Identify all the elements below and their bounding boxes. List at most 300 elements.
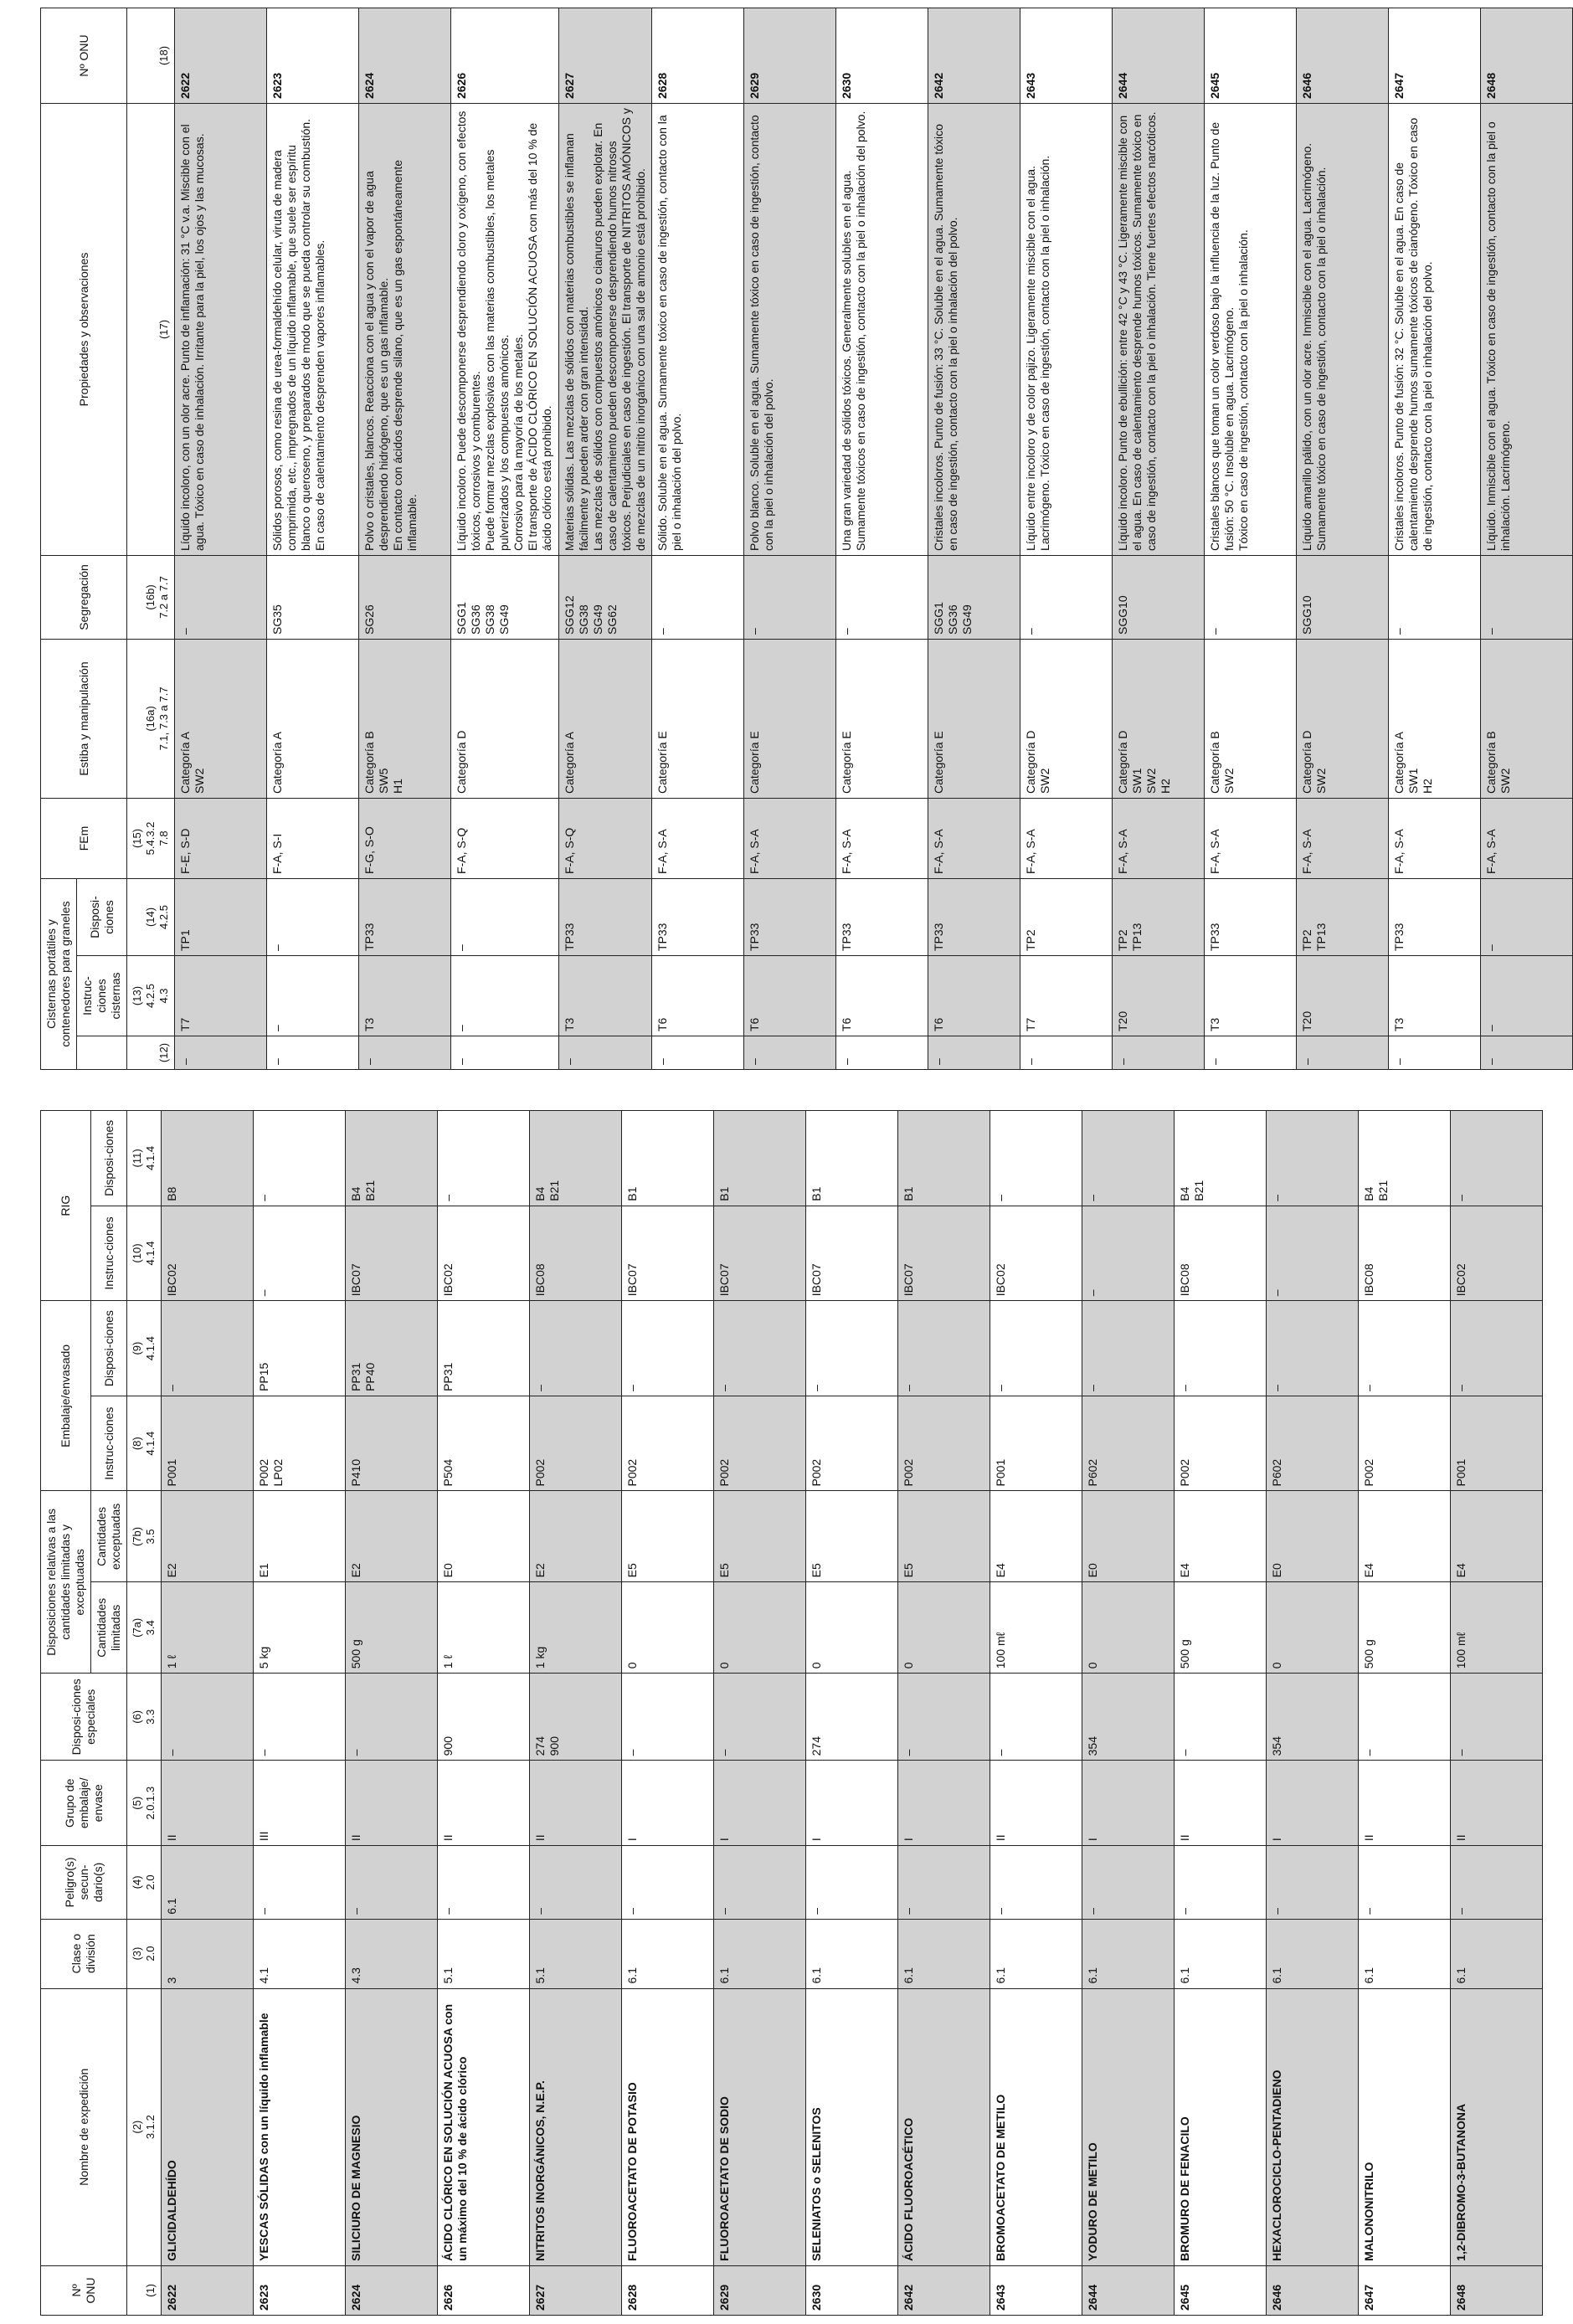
left-body [162, 1111, 1543, 2316]
table-row [530, 1111, 622, 2316]
packing-group: II [1175, 1761, 1267, 1846]
tank-instruction: T20 [1112, 956, 1204, 1036]
table-row [898, 1111, 990, 2316]
un-number: 2646 [1267, 2265, 1359, 2315]
column-number: (7b) 3.5 [127, 1491, 162, 1582]
limited-quantity: 500 g [1359, 1582, 1451, 1674]
ibc-provision: – [438, 1111, 530, 1206]
table-row [928, 8, 1020, 1069]
stowage: Categoría E [835, 639, 928, 798]
stowage: Categoría A [266, 639, 358, 798]
packing-instruction: P002 [622, 1396, 714, 1491]
excepted-quantity: E1 [254, 1491, 346, 1582]
properties: Sólido. Soluble en el agua. Sumamente tóxico en caso de ingestión, contacto con la piel o inhalación del polvo. [651, 103, 743, 555]
col-12: – [928, 1036, 1020, 1070]
ibc-provision: B4 B21 [1359, 1111, 1451, 1206]
col-12: – [1204, 1036, 1296, 1070]
excepted-quantity: E2 [530, 1491, 622, 1582]
shipping-name: BROMOACETATO DE METILO [990, 1988, 1082, 2265]
un-number-right: 2626 [450, 8, 558, 103]
un-number: 2629 [714, 2265, 806, 2315]
class: 6.1 [714, 1919, 806, 1988]
class: 6.1 [1267, 1919, 1359, 1988]
ibc-provision: B1 [806, 1111, 898, 1206]
un-number-right: 2645 [1204, 8, 1296, 103]
packing-instruction: P001 [162, 1396, 254, 1491]
shipping-name: BROMURO DE FENACILO [1175, 1988, 1267, 2265]
table-row [346, 1111, 438, 2316]
subsidiary-risk: – [714, 1846, 806, 1920]
ibc-instruction: IBC02 [438, 1206, 530, 1301]
packing-instruction: P410 [346, 1396, 438, 1491]
column-number: (17) [127, 103, 175, 555]
excepted-quantity: E2 [346, 1491, 438, 1582]
ibc-instruction: – [1267, 1206, 1359, 1301]
segregation: – [174, 555, 266, 639]
un-number: 2622 [162, 2265, 254, 2315]
packing-group: II [990, 1761, 1082, 1846]
column-number: (11) 4.1.4 [127, 1111, 162, 1206]
special-provisions: 900 [438, 1674, 530, 1761]
segregation: SGG1 SG36 SG49 [928, 555, 1020, 639]
packing-provision: – [1267, 1301, 1359, 1396]
packing-group: II [1451, 1761, 1543, 1846]
excepted-quantity: E0 [1267, 1491, 1359, 1582]
col-12: – [651, 1036, 743, 1070]
table-row [714, 1111, 806, 2316]
packing-provision: – [530, 1301, 622, 1396]
packing-instruction: P001 [990, 1396, 1082, 1491]
header-pack-group: Embalaje/envasado [41, 1301, 91, 1491]
col-12: – [450, 1036, 558, 1070]
limited-quantity: 100 mℓ [990, 1582, 1082, 1674]
stowage: Categoría D SW1 SW2 H2 [1112, 639, 1204, 798]
special-provisions: – [622, 1674, 714, 1761]
table-row [835, 8, 928, 1069]
packing-provision: – [806, 1301, 898, 1396]
stowage: Categoría B SW5 H1 [358, 639, 450, 798]
packing-provision: – [1082, 1301, 1175, 1396]
packing-provision: PP31 PP40 [346, 1301, 438, 1396]
header-segregation: Segregación [41, 555, 127, 639]
header-un-right: Nº ONU [41, 8, 127, 103]
packing-provision: – [714, 1301, 806, 1396]
special-provisions: – [346, 1674, 438, 1761]
packing-group: II [530, 1761, 622, 1846]
special-provisions: – [1451, 1674, 1543, 1761]
ibc-provision: B1 [622, 1111, 714, 1206]
special-provisions: 274 [806, 1674, 898, 1761]
un-number: 2626 [438, 2265, 530, 2315]
packing-provision: – [1175, 1301, 1267, 1396]
properties: Cristales incoloros. Punto de fusión: 33 °C. Soluble en el agua. Sumamente tóxico en caso de ingestión, contacto con la piel o inhalación del polvo. [928, 103, 1020, 555]
ibc-instruction: – [1082, 1206, 1175, 1301]
properties: Líquido entre incoloro y de color pajizo. Ligeramente miscible con el agua. Lacrimógeno. Tóxico en caso de ingestión, contacto con la piel o inhalación. [1020, 103, 1112, 555]
segregation: – [1020, 555, 1112, 639]
limited-quantity: 500 g [346, 1582, 438, 1674]
ems: F-A, S-A [835, 798, 928, 878]
table-row [1175, 1111, 1267, 2316]
table-row [1082, 1111, 1175, 2316]
limited-quantity: 0 [1267, 1582, 1359, 1674]
properties: Líquido. Inmiscible con el agua. Tóxico en caso de ingestión, contacto con la piel o inhalación. Lacrimógeno. [1480, 103, 1572, 555]
properties: Cristales blancos que toman un color verdoso bajo la influencia de la luz. Punto de fusión: 50 °C. Insoluble en agua. Lacrimógeno. Tóxico en caso de ingestión, contacto con la piel o inhalación. [1204, 103, 1296, 555]
tank-provision: TP1 [174, 878, 266, 955]
tank-instruction: – [266, 956, 358, 1036]
packing-provision: – [622, 1301, 714, 1396]
stowage: Categoría B SW2 [1480, 639, 1572, 798]
un-number-right: 2623 [266, 8, 358, 103]
table-row [1451, 1111, 1543, 2316]
header-ibc-prov: Disposi-ciones [91, 1111, 127, 1206]
packing-group: I [622, 1761, 714, 1846]
table-row [358, 8, 450, 1069]
table-row [162, 1111, 254, 2316]
shipping-name: 1,2-DIBROMO-3-BUTANONA [1451, 1988, 1543, 2265]
ibc-instruction: IBC08 [1359, 1206, 1451, 1301]
special-provisions: – [254, 1674, 346, 1761]
tank-provision: TP2 TP13 [1112, 878, 1204, 955]
subsidiary-risk: – [530, 1846, 622, 1920]
ems: F-A, S-Q [558, 798, 651, 878]
excepted-quantity: E0 [1082, 1491, 1175, 1582]
shipping-name: FLUOROACETATO DE SODIO [714, 1988, 806, 2265]
table-row [266, 8, 358, 1069]
tank-instruction: T3 [1204, 956, 1296, 1036]
stowage: Categoría A SW2 [174, 639, 266, 798]
subsidiary-risk: – [1451, 1846, 1543, 1920]
excepted-quantity: E0 [438, 1491, 530, 1582]
column-number: (12) [127, 1036, 175, 1070]
table-row [806, 1111, 898, 2316]
col-12: – [1480, 1036, 1572, 1070]
column-number: (6) 3.3 [127, 1674, 162, 1761]
ems: F-A, S-A [1020, 798, 1112, 878]
un-number-right: 2646 [1296, 8, 1388, 103]
packing-group: II [346, 1761, 438, 1846]
special-provisions: – [1359, 1674, 1451, 1761]
table-row [1388, 8, 1480, 1069]
header-properties: Propiedades y observaciones [41, 103, 127, 555]
col-12: – [1020, 1036, 1112, 1070]
header-un: Nº ONU [41, 2265, 127, 2315]
ibc-instruction: – [254, 1206, 346, 1301]
shipping-name: FLUOROACETATO DE POTASIO [622, 1988, 714, 2265]
tank-provision: TP33 [1388, 878, 1480, 955]
header-sp: Disposi-ciones especiales [41, 1674, 127, 1761]
packing-group: I [1267, 1761, 1359, 1846]
segregation: – [1204, 555, 1296, 639]
special-provisions: – [990, 1674, 1082, 1761]
table-row [1480, 8, 1572, 1069]
ibc-instruction: IBC02 [990, 1206, 1082, 1301]
column-number: (4) 2.0 [127, 1846, 162, 1920]
un-number: 2648 [1451, 2265, 1543, 2315]
column-number: (10) 4.1.4 [127, 1206, 162, 1301]
tank-provision: – [450, 878, 558, 955]
un-number-right: 2648 [1480, 8, 1572, 103]
packing-group: II [438, 1761, 530, 1846]
ems: F-E, S-D [174, 798, 266, 878]
packing-instruction: P002 [1175, 1396, 1267, 1491]
column-number: (9) 4.1.4 [127, 1301, 162, 1396]
class: 6.1 [898, 1919, 990, 1988]
stowage: Categoría A SW1 H2 [1388, 639, 1480, 798]
ibc-provision: – [254, 1111, 346, 1206]
packing-group: I [806, 1761, 898, 1846]
col-12: – [358, 1036, 450, 1070]
properties: Líquido amarillo pálido, con un olor acre. Inmiscible con el agua. Lacrimógeno. Sumamente tóxico en caso de ingestión, contacto con la piel o inhalación. [1296, 103, 1388, 555]
properties: Polvo o cristales, blancos. Reacciona con el agua y con el vapor de agua desprendiendo hidrógeno, que es un gas inflamable. En contacto con ácidos desprende silano, que es un gas espontáneamente inflamable. [358, 103, 450, 555]
ems: F-A, S-A [743, 798, 835, 878]
class: 5.1 [438, 1919, 530, 1988]
ems: F-A, S-I [266, 798, 358, 878]
packing-instruction: P002 [530, 1396, 622, 1491]
ibc-instruction: IBC08 [1175, 1206, 1267, 1301]
tank-instruction: T3 [1388, 956, 1480, 1036]
class: 6.1 [1082, 1919, 1175, 1988]
limited-quantity: 0 [806, 1582, 898, 1674]
table-row [1204, 8, 1296, 1069]
right-column-numbers [127, 8, 175, 1069]
packing-instruction: P602 [1082, 1396, 1175, 1491]
tank-instruction: T6 [743, 956, 835, 1036]
header-pack-instr: Instruc-ciones [91, 1396, 127, 1491]
un-number-right: 2642 [928, 8, 1020, 103]
table-row [1359, 1111, 1451, 2316]
special-provisions: – [162, 1674, 254, 1761]
un-number: 2627 [530, 2265, 622, 2315]
segregation: – [651, 555, 743, 639]
segregation: SGG10 [1296, 555, 1388, 639]
special-provisions: 354 [1267, 1674, 1359, 1761]
ibc-instruction: IBC08 [530, 1206, 622, 1301]
table-row [174, 8, 266, 1069]
header-lq: Cantidades limitadas [91, 1582, 127, 1674]
properties: Líquido incoloro. Puede descomponerse desprendiendo cloro y oxígeno, con efectos tóxicos, corrosivos y comburentes. Puede formar mezclas explosivas con las materias combustibles, los metales pulverizados y los compuestos amónicos. Corrosivo para la mayoría de los metales. El transporte de ÁCIDO CLÓRICO EN SOLUCIÓN ACUOSA con más del 10 % de ácido clórico está prohibido. [450, 103, 558, 555]
excepted-quantity: E4 [1451, 1491, 1543, 1582]
header-name: Nombre de expedición [41, 1988, 127, 2265]
subsidiary-risk: – [438, 1846, 530, 1920]
ems: F-A, S-A [651, 798, 743, 878]
tank-provision: TP33 [743, 878, 835, 955]
column-number: (18) [127, 8, 175, 103]
packing-provision: – [1359, 1301, 1451, 1396]
subsidiary-risk: – [1359, 1846, 1451, 1920]
limited-quantity: 5 kg [254, 1582, 346, 1674]
ibc-instruction: IBC02 [162, 1206, 254, 1301]
stowage: Categoría E [651, 639, 743, 798]
header-col12 [77, 1036, 127, 1070]
tank-provision: – [266, 878, 358, 955]
tank-provision: TP2 TP13 [1296, 878, 1388, 955]
un-number-right: 2622 [174, 8, 266, 103]
stowage: Categoría E [743, 639, 835, 798]
ibc-provision: – [1451, 1111, 1543, 1206]
limited-quantity: 1 ℓ [438, 1582, 530, 1674]
packing-instruction: P002 [806, 1396, 898, 1491]
limited-quantity: 0 [898, 1582, 990, 1674]
table-row [622, 1111, 714, 2316]
shipping-name: ÁCIDO FLUOROACÉTICO [898, 1988, 990, 2265]
packing-group: I [1082, 1761, 1175, 1846]
column-number: (3) 2.0 [127, 1919, 162, 1988]
segregation: SG35 [266, 555, 358, 639]
table-row [651, 8, 743, 1069]
shipping-name: MALONONITRILO [1359, 1988, 1451, 2265]
tank-instruction: – [450, 956, 558, 1036]
header-eq: Cantidades exceptuadas [91, 1491, 127, 1582]
un-number: 2624 [346, 2265, 438, 2315]
segregation: – [835, 555, 928, 639]
header-tank-prov: Disposi-ciones [77, 878, 127, 955]
subsidiary-risk: – [1267, 1846, 1359, 1920]
subsidiary-risk: – [622, 1846, 714, 1920]
ems: F-A, S-A [1388, 798, 1480, 878]
class: 6.1 [1359, 1919, 1451, 1988]
packing-instruction: P504 [438, 1396, 530, 1491]
special-provisions: 354 [1082, 1674, 1175, 1761]
tank-instruction: T20 [1296, 956, 1388, 1036]
ems: F-A, S-A [928, 798, 1020, 878]
column-number: (1) [127, 2265, 162, 2315]
tank-provision: TP2 [1020, 878, 1112, 955]
ibc-instruction: IBC07 [346, 1206, 438, 1301]
packing-group: I [714, 1761, 806, 1846]
header-tank-group: Cisternas portátiles y contenedores para graneles [41, 878, 77, 1069]
packing-group: II [162, 1761, 254, 1846]
ems: F-A, S-A [1204, 798, 1296, 878]
excepted-quantity: E4 [1175, 1491, 1267, 1582]
properties: Polvo blanco. Soluble en el agua. Sumamente tóxico en caso de ingestión, contacto con la piel o inhalación del polvo. [743, 103, 835, 555]
table-row [1267, 1111, 1359, 2316]
col-12: – [743, 1036, 835, 1070]
special-provisions: 274 900 [530, 1674, 622, 1761]
header-ibc-group: RIG [41, 1111, 91, 1301]
class: 4.3 [346, 1919, 438, 1988]
stowage: Categoría A [558, 639, 651, 798]
excepted-quantity: E5 [714, 1491, 806, 1582]
header-pg: Grupo de embalaje/ envase [41, 1761, 127, 1846]
table-row [450, 8, 558, 1069]
subsidiary-risk: – [1082, 1846, 1175, 1920]
packing-instruction: P001 [1451, 1396, 1543, 1491]
segregation: SGG12 SG38 SG49 SG62 [558, 555, 651, 639]
stowage: Categoría D [450, 639, 558, 798]
ibc-provision: – [990, 1111, 1082, 1206]
packing-provision: PP15 [254, 1301, 346, 1396]
un-number-right: 2630 [835, 8, 928, 103]
properties: Una gran variedad de sólidos tóxicos. Generalmente solubles en el agua. Sumamente tóxicos en caso de ingestión, contacto con la piel o inhalación del polvo. [835, 103, 928, 555]
class: 6.1 [990, 1919, 1082, 1988]
segregation: SG26 [358, 555, 450, 639]
tank-instruction: T3 [358, 956, 450, 1036]
un-number-right: 2624 [358, 8, 450, 103]
tank-provision: TP33 [558, 878, 651, 955]
packing-provision: – [990, 1301, 1082, 1396]
subsidiary-risk: – [254, 1846, 346, 1920]
class: 4.1 [254, 1919, 346, 1988]
ibc-provision: B4 B21 [1175, 1111, 1267, 1206]
tank-provision: TP33 [651, 878, 743, 955]
shipping-name: YESCAS SÓLIDAS con un líquido inflamable [254, 1988, 346, 2265]
class: 6.1 [1451, 1919, 1543, 1988]
shipping-name: GLICIDALDEHÍDO [162, 1988, 254, 2265]
column-number: (5) 2.0.1.3 [127, 1761, 162, 1846]
packing-group: II [1359, 1761, 1451, 1846]
excepted-quantity: E2 [162, 1491, 254, 1582]
un-number: 2644 [1082, 2265, 1175, 2315]
column-number: (8) 4.1.4 [127, 1396, 162, 1491]
limited-quantity: 100 mℓ [1451, 1582, 1543, 1674]
shipping-name: ÁCIDO CLÓRICO EN SOLUCIÓN ACUOSA con un máximo del 10 % de ácido clórico [438, 1988, 530, 2265]
header-lq-group: Disposiciones relativas a las cantidades limitadas y exceptuadas [41, 1491, 91, 1674]
column-number: (13) 4.2.5 4.3 [127, 956, 175, 1036]
col-12: – [1388, 1036, 1480, 1070]
col-12: – [558, 1036, 651, 1070]
subsidiary-risk: 6.1 [162, 1846, 254, 1920]
segregation: – [1480, 555, 1572, 639]
tank-provision: – [1480, 878, 1572, 955]
excepted-quantity: E5 [806, 1491, 898, 1582]
shipping-name: SILICIURO DE MAGNESIO [346, 1988, 438, 2265]
shipping-name: NITRITOS INORGÁNICOS, N.E.P. [530, 1988, 622, 2265]
packing-instruction: P002 [1359, 1396, 1451, 1491]
packing-provision: – [1451, 1301, 1543, 1396]
left-table [40, 1110, 1543, 2316]
limited-quantity: 0 [1082, 1582, 1175, 1674]
tank-provision: TP33 [928, 878, 1020, 955]
table-row [438, 1111, 530, 2316]
subsidiary-risk: – [1175, 1846, 1267, 1920]
tank-provision: TP33 [835, 878, 928, 955]
un-number: 2628 [622, 2265, 714, 2315]
limited-quantity: 0 [622, 1582, 714, 1674]
tank-instruction: T6 [835, 956, 928, 1036]
excepted-quantity: E5 [622, 1491, 714, 1582]
limited-quantity: 1 ℓ [162, 1582, 254, 1674]
limited-quantity: 500 g [1175, 1582, 1267, 1674]
column-number: (2) 3.1.2 [127, 1988, 162, 2265]
packing-provision: – [162, 1301, 254, 1396]
tank-instruction: T7 [174, 956, 266, 1036]
un-number: 2643 [990, 2265, 1082, 2315]
subsidiary-risk: – [898, 1846, 990, 1920]
special-provisions: – [1175, 1674, 1267, 1761]
table-row [1112, 8, 1204, 1069]
shipping-name: HEXACLOROCICLO-PENTADIENO [1267, 1988, 1359, 2265]
subsidiary-risk: – [806, 1846, 898, 1920]
column-number: (16b) 7.2 a 7.7 [127, 555, 175, 639]
header-subrisk: Peligro(s) secun-dario(s) [41, 1846, 127, 1920]
properties: Materias sólidas. Las mezclas de sólidos con materias combustibles se inflaman fácilmente y pueden arder con gran intensidad. Las mezclas de sólidos con compuestos amónicos o cianuros pueden explotar. En caso de calentamiento pueden descomponerse desprendiendo humos nitrosos tóxicos. Perjudiciales en caso de ingestión. El transporte de NITRITOS AMÓNICOS y de mezclas de un nitrito inorgánico con una sal de amonio está prohibido. [558, 103, 651, 555]
un-number: 2623 [254, 2265, 346, 2315]
header-tank-instr: Instruc-ciones cisternas [77, 956, 127, 1036]
stowage: Categoría B SW2 [1204, 639, 1296, 798]
un-number-right: 2647 [1388, 8, 1480, 103]
packing-instruction: P002 LP02 [254, 1396, 346, 1491]
right-table [40, 8, 1573, 1070]
header-ibc-instr: Instruc-ciones [91, 1206, 127, 1301]
packing-instruction: P002 [898, 1396, 990, 1491]
col-12: – [174, 1036, 266, 1070]
header-ems: FEm [41, 798, 127, 878]
ibc-provision: – [1267, 1111, 1359, 1206]
un-number-right: 2628 [651, 8, 743, 103]
class: 6.1 [1175, 1919, 1267, 1988]
un-number-right: 2627 [558, 8, 651, 103]
ibc-instruction: IBC07 [806, 1206, 898, 1301]
